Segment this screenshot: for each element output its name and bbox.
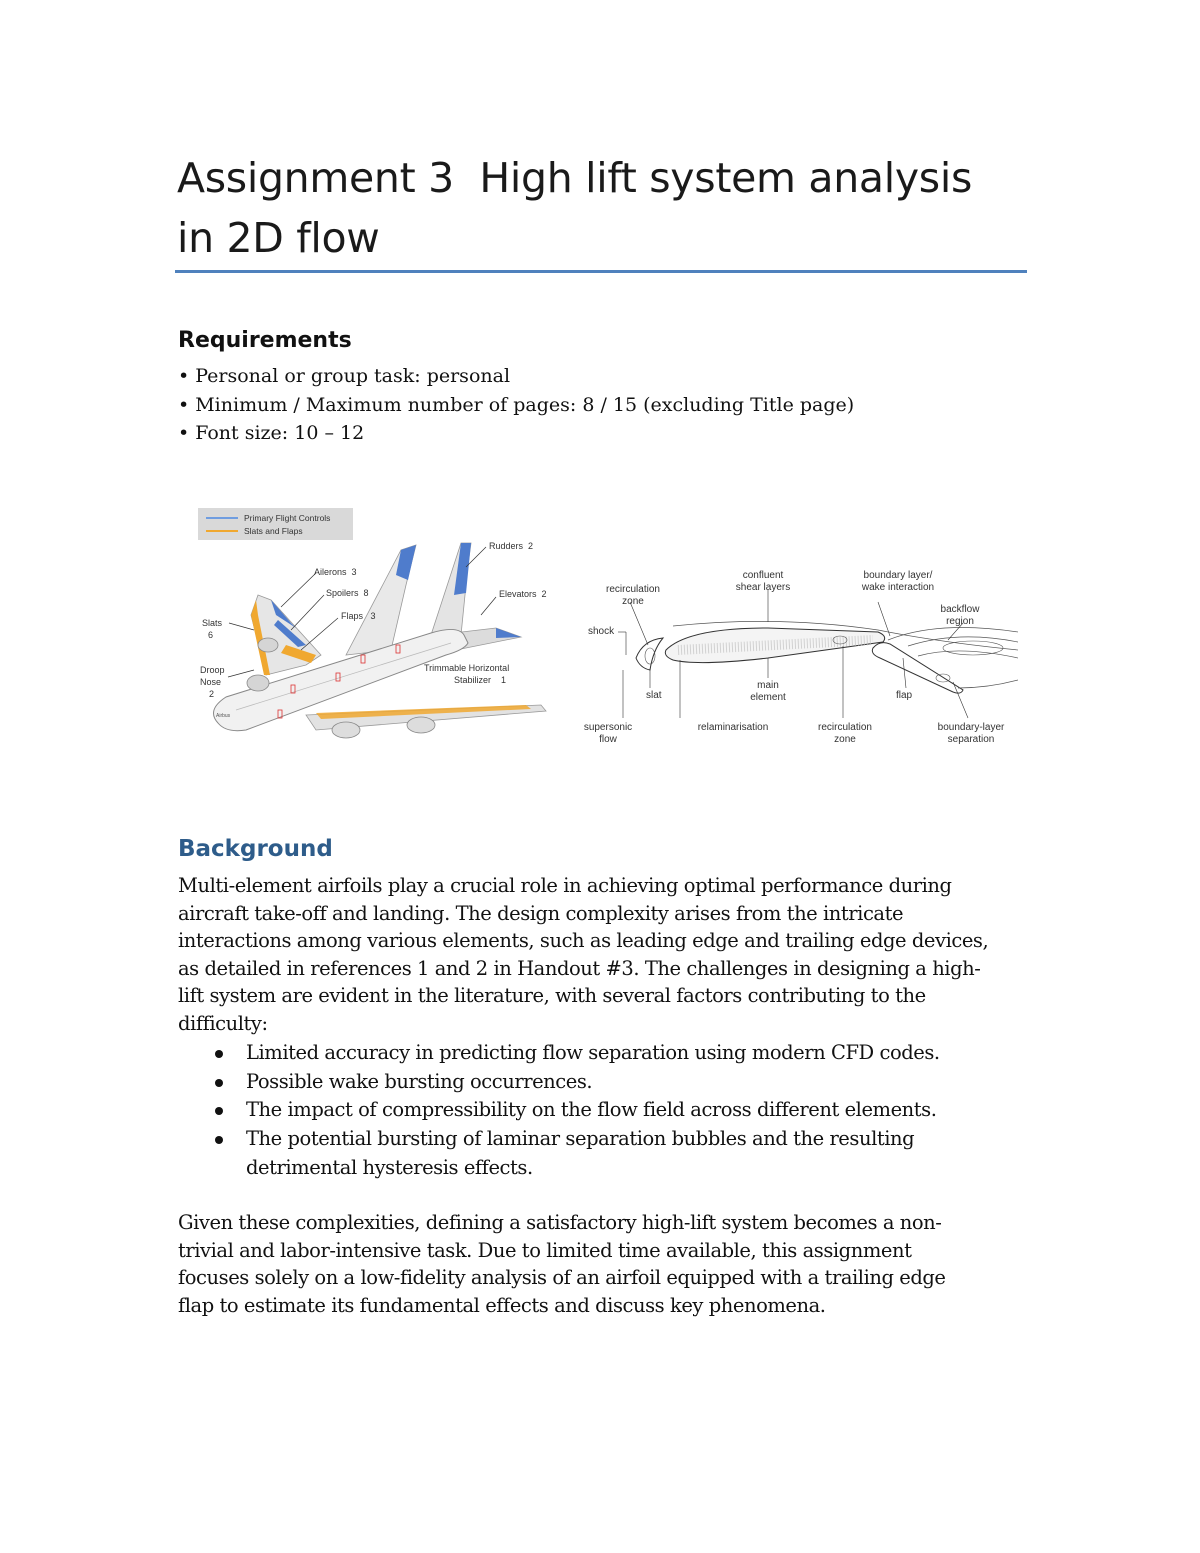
bullet-dot bbox=[215, 1079, 223, 1087]
element-label: element bbox=[750, 692, 786, 703]
background-heading: Background bbox=[178, 836, 333, 862]
shock-label: shock bbox=[588, 626, 615, 637]
title-line-2: in 2D flow bbox=[177, 214, 380, 262]
paragraph-line: lift system are evident in the literature, with several factors contributing to the bbox=[178, 984, 926, 1007]
difficulty-bullet-list bbox=[212, 1039, 1012, 1183]
requirement-item bbox=[178, 419, 854, 448]
aircraft-flight-controls-figure bbox=[196, 505, 566, 750]
engine bbox=[247, 675, 269, 691]
bullet-glyph: • bbox=[178, 365, 190, 387]
multi-element-airfoil-figure bbox=[578, 560, 1018, 760]
background-paragraph-2 bbox=[178, 1209, 1038, 1319]
confluent-label: confluent bbox=[742, 570, 784, 581]
supersonic-flow-label: flow bbox=[599, 734, 617, 745]
recirculation-zone-top-label-2: zone bbox=[622, 596, 644, 607]
recirculation-zone-top-label: recirculation bbox=[606, 584, 660, 595]
list-item-text: Possible wake bursting occurrences. bbox=[246, 1069, 593, 1093]
engine bbox=[332, 722, 360, 738]
callout-line bbox=[281, 573, 316, 607]
legend-primary-label: Primary Flight Controls bbox=[244, 513, 331, 523]
backflow-label-2: region bbox=[946, 616, 974, 627]
wake-line bbox=[958, 680, 1018, 688]
list-item bbox=[212, 1096, 1012, 1125]
requirements-heading: Requirements bbox=[178, 328, 352, 353]
paragraph-line: aircraft take-off and landing. The design complexity arises from the intricate bbox=[178, 901, 904, 925]
bullet-dot bbox=[215, 1136, 223, 1144]
callout-line bbox=[228, 670, 254, 677]
stabilizer-count: Stabilizer 1 bbox=[454, 675, 507, 685]
list-item-text: The potential bursting of laminar separation bubbles and the resulting bbox=[246, 1127, 915, 1151]
engine bbox=[258, 638, 278, 652]
spoilers-label: Spoilers 8 bbox=[326, 588, 369, 598]
leader-line bbox=[630, 602, 648, 645]
droop-nose-label-2: Nose bbox=[200, 677, 222, 687]
callout-line bbox=[229, 623, 254, 630]
main-element-shape bbox=[665, 628, 884, 663]
slats-label: Slats bbox=[202, 618, 223, 628]
paragraph-line: difficulty: bbox=[178, 1011, 268, 1035]
requirement-text: Font size: 10 – 12 bbox=[195, 422, 365, 444]
leader-line bbox=[953, 682, 968, 718]
elevators-label: Elevators 2 bbox=[499, 589, 547, 599]
rudders-label: Rudders 2 bbox=[489, 541, 534, 551]
list-item-text-continued: detrimental hysteresis effects. bbox=[246, 1155, 533, 1179]
paragraph-line: flap to estimate its fundamental effects and discuss key phenomena. bbox=[178, 1293, 826, 1317]
title-underline bbox=[175, 270, 1027, 273]
paragraph-line: Multi-element airfoils play a crucial role in achieving optimal performance during bbox=[178, 874, 952, 897]
flaps-label: Flaps 3 bbox=[341, 611, 376, 621]
title-line-1: Assignment 3 High lift system analysis bbox=[177, 154, 973, 202]
list-item-text: Limited accuracy in predicting flow separation using modern CFD codes. bbox=[246, 1041, 940, 1064]
main-label: main bbox=[757, 680, 779, 691]
droop-nose-count: 2 bbox=[209, 689, 215, 699]
bl-separation-label: boundary-layer bbox=[937, 722, 1005, 733]
ailerons-label: Ailerons 3 bbox=[314, 567, 357, 577]
list-item bbox=[212, 1039, 1012, 1068]
recirculation-zone-bottom-label-2: zone bbox=[834, 734, 856, 745]
legend-slats-label: Slats and Flaps bbox=[244, 526, 303, 536]
requirement-text: Personal or group task: personal bbox=[195, 365, 511, 387]
page-title bbox=[177, 148, 1037, 268]
bullet-glyph: • bbox=[178, 422, 190, 444]
flap-label: flap bbox=[896, 690, 913, 701]
paragraph-line: Given these complexities, defining a satisfactory high-lift system becomes a non- bbox=[178, 1211, 942, 1234]
wake-line bbox=[888, 628, 1018, 641]
far-wing-aileron bbox=[396, 545, 416, 580]
slat-label: slat bbox=[646, 690, 662, 701]
bl-separation-label-2: separation bbox=[947, 734, 995, 745]
paragraph-line: trivial and labor-intensive task. Due to limited time available, this assignment bbox=[178, 1238, 912, 1262]
elevator-surface bbox=[496, 628, 521, 638]
list-item bbox=[212, 1125, 1012, 1182]
recirculation-zone-bottom-label: recirculation bbox=[818, 722, 872, 733]
backflow-region-shape bbox=[943, 641, 1003, 655]
droop-nose-label: Droop bbox=[200, 665, 225, 675]
shear-layers-label: shear layers bbox=[735, 582, 791, 593]
background-paragraph-1 bbox=[178, 872, 1038, 1037]
callout-line bbox=[481, 597, 496, 615]
bl-wake-label: boundary layer/ bbox=[863, 570, 933, 581]
requirement-item bbox=[178, 362, 854, 391]
list-item bbox=[212, 1068, 1012, 1097]
paragraph-line: focuses solely on a low-fidelity analysis of an airfoil equipped with a trailing edge bbox=[178, 1266, 946, 1289]
flap-shape bbox=[872, 643, 963, 693]
wake-line bbox=[918, 651, 1018, 658]
paragraph-line: as detailed in references 1 and 2 in Handout #3. The challenges in designing a high- bbox=[178, 956, 981, 980]
paragraph-line: interactions among various elements, such as leading edge and trailing edge devices, bbox=[178, 929, 989, 952]
airline-logo-mark: Airbus bbox=[216, 713, 231, 719]
callout-line bbox=[291, 595, 324, 630]
relaminarisation-label: relaminarisation bbox=[697, 722, 769, 733]
slat-shape bbox=[636, 638, 663, 670]
bl-wake-label-2: wake interaction bbox=[861, 582, 935, 593]
bullet-dot bbox=[215, 1107, 223, 1115]
engine bbox=[407, 717, 435, 733]
backflow-label: backflow bbox=[940, 604, 980, 615]
requirement-text: Minimum / Maximum number of pages: 8 / 15 (excluding Title page) bbox=[195, 393, 855, 416]
supersonic-label: supersonic bbox=[583, 722, 633, 733]
stabilizer-label: Trimmable Horizontal bbox=[424, 663, 510, 673]
bullet-glyph: • bbox=[178, 393, 190, 416]
requirement-item bbox=[178, 391, 854, 420]
requirements-list bbox=[178, 362, 854, 448]
callout-line bbox=[301, 618, 338, 650]
slats-count: 6 bbox=[208, 630, 214, 640]
bullet-dot bbox=[215, 1050, 223, 1058]
list-item-text: The impact of compressibility on the flow field across different elements. bbox=[246, 1098, 937, 1122]
